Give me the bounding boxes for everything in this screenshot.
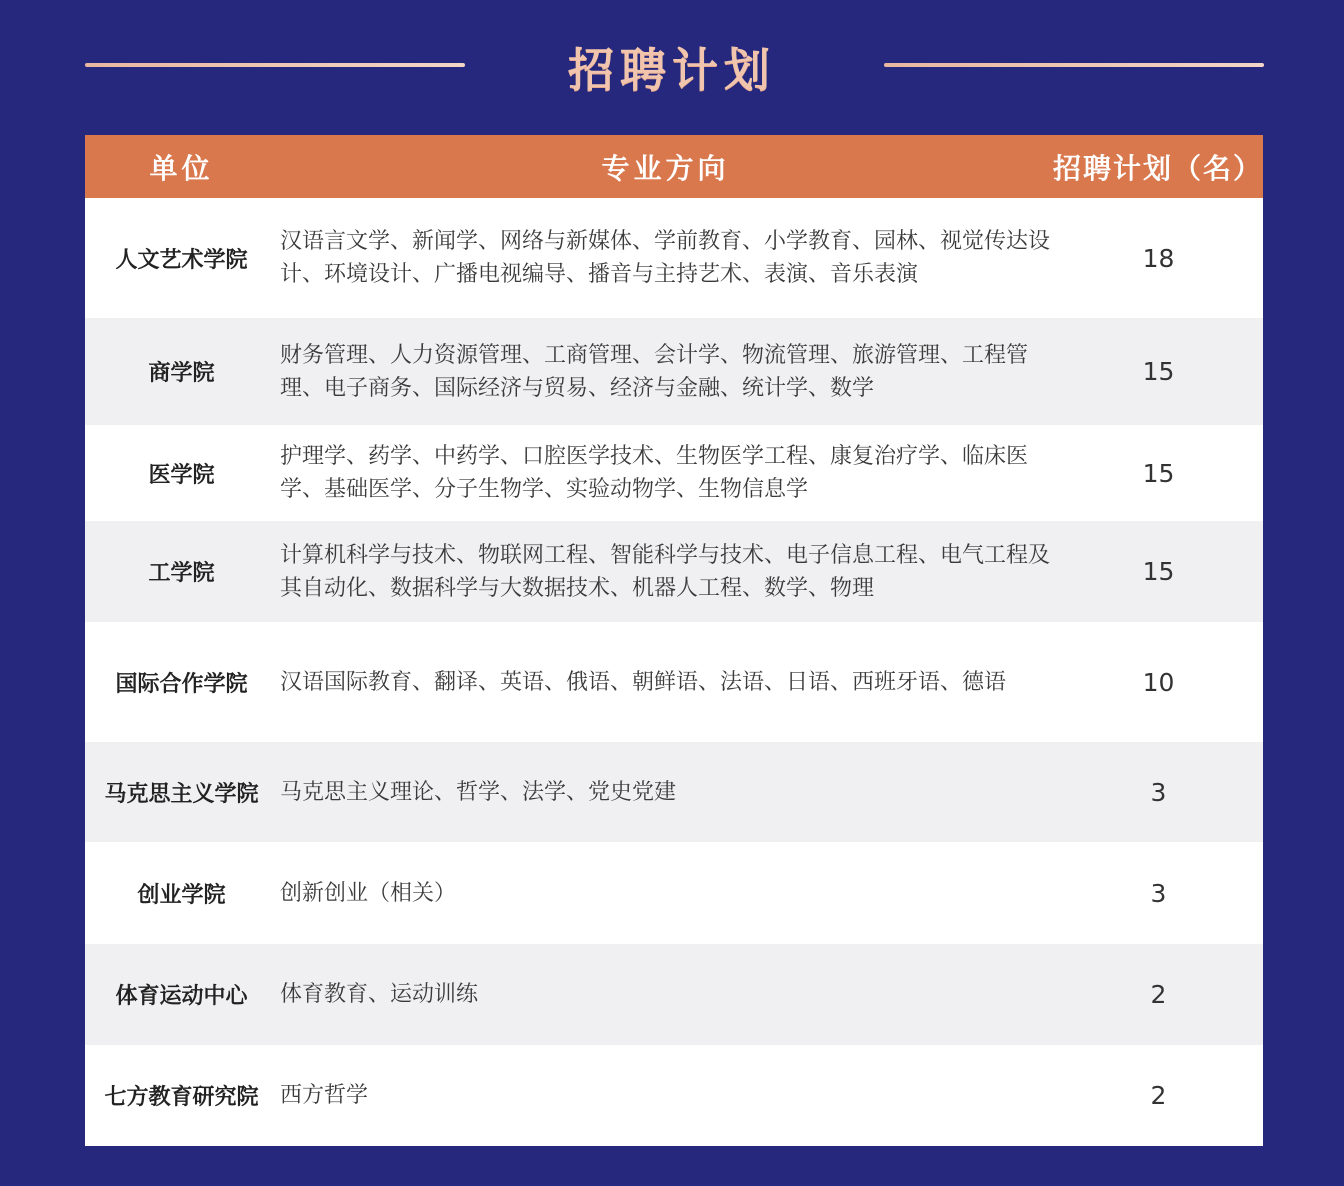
title-divider-right (884, 63, 1264, 67)
row-unit: 人文艺术学院 (115, 247, 248, 273)
row-major: 体育教育、运动训练 (280, 982, 479, 1007)
recruitment-table (85, 135, 1263, 1146)
title-row (0, 30, 1344, 100)
row-plan: 18 (1142, 243, 1175, 273)
header-unit: 单位 (149, 151, 214, 185)
table-row (85, 842, 1263, 944)
row-unit: 马克思主义学院 (104, 781, 259, 807)
table-row (85, 622, 1263, 742)
row-unit: 商学院 (148, 361, 215, 386)
table-row (85, 944, 1263, 1045)
table-row (85, 198, 1263, 318)
row-plan: 15 (1142, 357, 1175, 386)
row-unit: 七方教育研究院 (104, 1085, 259, 1110)
row-plan: 3 (1150, 878, 1167, 908)
row-major: 汉语国际教育、翻译、英语、俄语、朝鲜语、法语、日语、西班牙语、德语 (280, 669, 1007, 695)
table-row (85, 521, 1263, 622)
row-major: 计算机科学与技术、物联网工程、智能科学与技术、电子信息工程、电气工程及其自动化、数据科学与大数据技术、机器人工程、数学、物理 (280, 542, 1051, 601)
row-plan: 15 (1142, 458, 1175, 488)
row-unit: 创业学院 (137, 882, 226, 908)
row-major: 汉语言文学、新闻学、网络与新媒体、学前教育、小学教育、园林、视觉传达设计、环境设计、广播电视编导、播音与主持艺术、表演、音乐表演 (280, 229, 1051, 287)
table-row (85, 1045, 1263, 1146)
row-plan: 2 (1150, 1081, 1167, 1110)
row-major: 西方哲学 (280, 1083, 369, 1108)
header-plan: 招聘计划（名） (1053, 151, 1264, 185)
row-plan: 2 (1150, 980, 1167, 1009)
header-major: 专业方向 (601, 151, 730, 185)
table-row (85, 318, 1263, 425)
table-header (85, 135, 1263, 198)
row-plan: 15 (1142, 557, 1175, 586)
row-unit: 体育运动中心 (115, 984, 248, 1009)
page-title: 招聘计划 (568, 43, 776, 97)
row-plan: 3 (1150, 777, 1167, 807)
row-unit: 医学院 (148, 462, 215, 488)
row-major: 财务管理、人力资源管理、工商管理、会计学、物流管理、旅游管理、工程管理、电子商务、国际经济与贸易、经济与金融、统计学、数学 (280, 342, 1029, 401)
table-row (85, 425, 1263, 521)
row-major: 创新创业（相关） (280, 880, 457, 906)
row-plan: 10 (1142, 667, 1175, 697)
row-major: 护理学、药学、中药学、口腔医学技术、生物医学工程、康复治疗学、临床医学、基础医学、分子生物学、实验动物学、生物信息学 (280, 444, 1029, 502)
row-unit: 工学院 (148, 561, 215, 586)
row-unit: 国际合作学院 (115, 671, 248, 697)
table-row (85, 742, 1263, 842)
row-major: 马克思主义理论、哲学、法学、党史党建 (280, 779, 677, 805)
